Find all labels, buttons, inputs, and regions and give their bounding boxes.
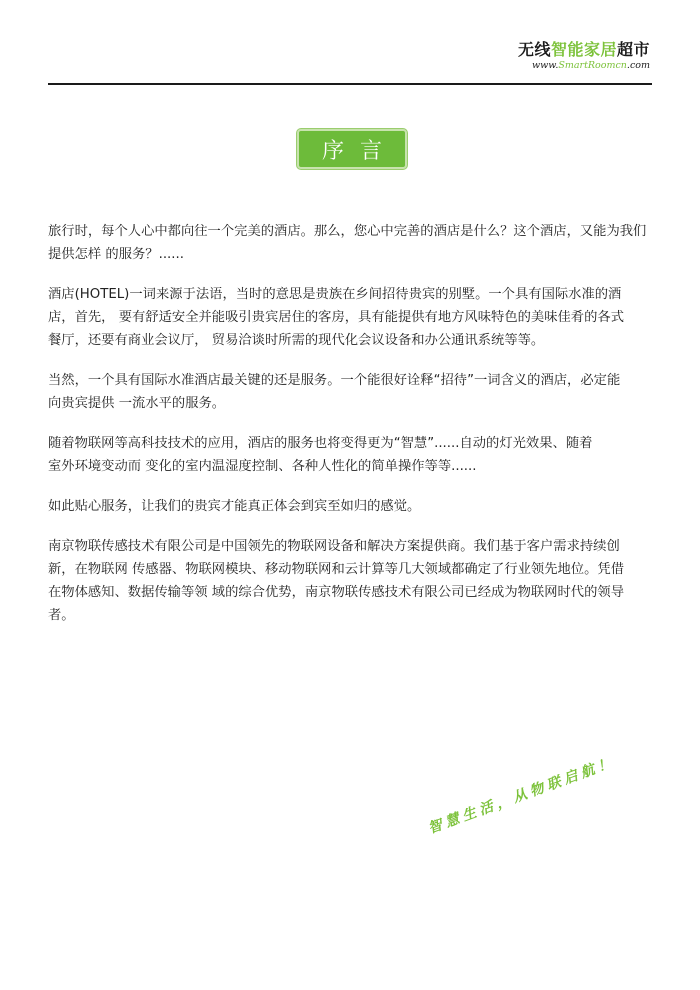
paragraph — [48, 495, 654, 518]
paragraph-line: 在物体感知、数据传输等领 域的综合优势，南京物联传感技术有限公司已经成为物联网时代的领导 — [48, 585, 624, 600]
paragraph-line: 者。 — [48, 608, 75, 623]
preface-body — [48, 220, 654, 644]
logo-title — [518, 40, 650, 60]
paragraph-line: 室外环境变动而 变化的室内温湿度控制、各种人性化的简单操作等等...... — [48, 459, 477, 474]
paragraph-line: 新，在物联网 传感器、物联网模块、移动物联网和云计算等几大领域都确定了行业领先地位。凭借 — [48, 562, 624, 577]
logo-word-2: 超市 — [616, 40, 650, 59]
paragraph — [48, 369, 654, 415]
paragraph — [48, 283, 654, 352]
url-prefix: www. — [532, 60, 559, 71]
paragraph-line: 随着物联网等高科技技术的应用，酒店的服务也将变得更为“智慧”......自动的灯光效果、随着 — [48, 436, 593, 451]
url-suffix: .com — [626, 60, 650, 71]
paragraph-line: 餐厅，还要有商业会议厅， 贸易洽谈时所需的现代化会议设备和办公通讯系统等等。 — [48, 333, 545, 348]
paragraph — [48, 220, 654, 266]
paragraph-line: 南京物联传感技术有限公司是中国领先的物联网设备和解决方案提供商。我们基于客户需求持续创 — [48, 539, 620, 554]
header-rule — [48, 83, 652, 85]
logo-word-1: 无线 — [517, 40, 551, 59]
paragraph-line: 向贵宾提供 一流水平的服务。 — [48, 396, 226, 411]
paragraph — [48, 535, 654, 627]
paragraph-line: 当然，一个具有国际水准酒店最关键的还是服务。一个能很好诠释“招待”一词含义的酒店，必定能 — [48, 373, 621, 388]
page-title: 序言 — [297, 129, 407, 169]
url-green: SmartRoomcn — [558, 60, 627, 71]
brand-logo — [518, 40, 650, 72]
paragraph-line: 酒店(HOTEL)一词来源于法语，当时的意思是贵族在乡间招待贵宾的别墅。一个具有国际水准的酒 — [48, 287, 622, 302]
logo-url — [518, 60, 650, 72]
paragraph-line: 旅行时，每个人心中都向往一个完美的酒店。那么，您心中完善的酒店是什么？这个酒店，又能为我们 — [48, 224, 647, 239]
paragraph-line: 如此贴心服务，让我们的贵宾才能真正体会到宾至如归的感觉。 — [48, 499, 421, 514]
slogan: 智慧生活，从物联启航！ — [426, 754, 618, 838]
paragraph — [48, 432, 654, 478]
paragraph-line: 店，首先， 要有舒适安全并能吸引贵宾居住的客房，具有能提供有地方风味特色的美味佳肴的各式 — [48, 310, 624, 325]
logo-word-green: 智能家居 — [550, 40, 617, 59]
paragraph-line: 提供怎样 的服务？...... — [48, 247, 184, 262]
